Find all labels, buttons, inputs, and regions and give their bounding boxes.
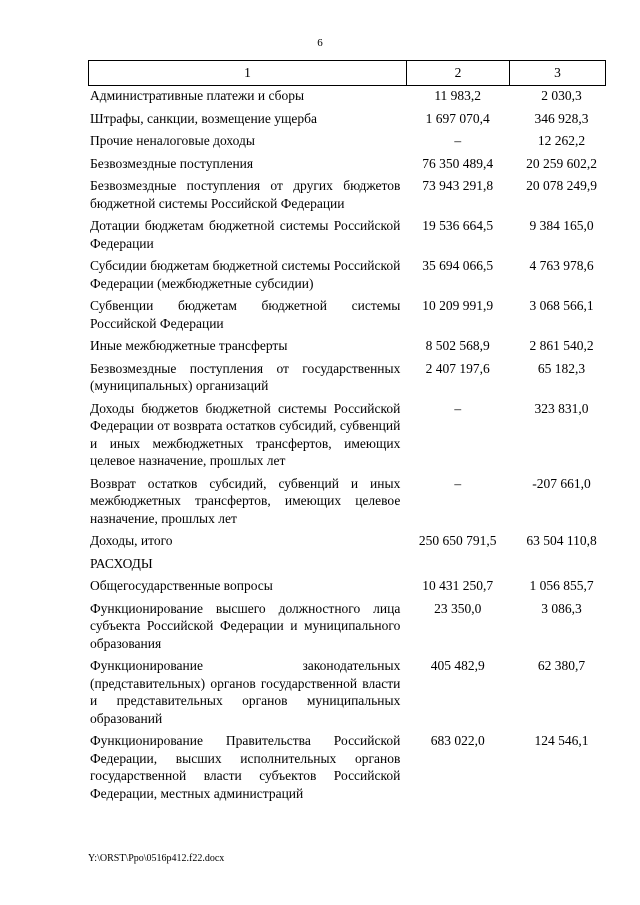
row-value-col3: 65 182,3 [537, 360, 586, 376]
row-label: Субвенции бюджетам бюджетной системы Российской Федерации [90, 298, 401, 331]
row-value-col2: – [454, 475, 462, 491]
table-row [90, 155, 606, 173]
row-value-col2: 76 350 489,4 [422, 155, 494, 171]
row-value-col3: 63 504 110,8 [526, 533, 597, 548]
table-header [88, 60, 606, 86]
row-value-col2: 23 350,0 [434, 600, 482, 616]
row-value-col2: 1 697 070,4 [425, 110, 490, 126]
table-row [90, 657, 606, 727]
row-label: Административные платежи и сборы [90, 88, 305, 103]
table-row [90, 360, 606, 395]
row-value-col3: 3 086,3 [541, 600, 582, 616]
row-value-col2: 8 502 568,9 [425, 338, 490, 353]
row-label: Безвозмездные поступления от других бюджетов бюджетной системы Российской Федерации [90, 178, 401, 211]
row-label: Субсидии бюджетам бюджетной системы Российской Федерации (межбюджетные субсидии) [90, 258, 401, 291]
row-value-col2: – [454, 133, 462, 148]
row-value-col3: 20 259 602,2 [526, 155, 597, 171]
row-value-col2 [402, 555, 513, 573]
row-value-col2: 19 536 664,5 [422, 218, 494, 233]
table-row [90, 297, 606, 332]
table-body [90, 86, 606, 807]
row-label: Функционирование высшего должностного лица субъекта Российской Федерации и муниципального образования [90, 600, 401, 651]
document-file-path: Y:\ORST\Ppo\0516p412.f22.docx [88, 853, 225, 864]
table-row [90, 400, 606, 470]
row-value-col3: 346 928,3 [534, 110, 589, 126]
row-label: Дотации бюджетам бюджетной системы Российской Федерации [90, 218, 401, 251]
table-row [90, 132, 606, 150]
row-value-col2: 10 431 250,7 [422, 578, 494, 593]
row-value-col2: 405 482,9 [430, 658, 485, 673]
row-value-col3: 4 763 978,6 [529, 258, 594, 273]
table-row [90, 532, 606, 550]
row-label: Прочие неналоговые доходы [90, 133, 255, 148]
row-value-col3: 3 068 566,1 [529, 298, 594, 313]
row-label: Доходы, итого [90, 533, 173, 548]
section-heading-row [90, 555, 606, 573]
column-header-3: 3 [554, 65, 561, 80]
row-value-col2: 35 694 066,5 [422, 258, 494, 273]
column-header-2: 2 [407, 61, 510, 85]
table-row [90, 177, 606, 212]
row-label: Иные межбюджетные трансферты [90, 338, 288, 353]
row-label: Возврат остатков субсидий, субвенций и иных межбюджетных трансфертов, имеющих целевое назначение, прошлых лет [90, 475, 401, 526]
row-value-col3: 2 030,3 [541, 88, 582, 103]
row-label: Штрафы, санкции, возмещение ущерба [90, 110, 318, 126]
row-label: Доходы бюджетов бюджетной системы Российской Федерации от возврата остатков субсидий, субвенций и иных межбюджетных трансфертов, имеющих целевое назначение, прошлых лет [90, 400, 401, 468]
row-label: Безвозмездные поступления [90, 155, 254, 171]
row-label: Функционирование законодательных (представительных) органов государственной власти и представительных органов муниципальных образований [90, 658, 401, 726]
row-value-col3: 323 831,0 [534, 400, 589, 416]
table-row [90, 257, 606, 292]
row-label: Функционирование Правительства Российской Федерации, высших исполнительных органов государственной власти субъектов Российской Федерации, местных администраций [90, 733, 401, 801]
row-value-col2: 250 650 791,5 [418, 533, 497, 548]
row-value-col3: 12 262,2 [537, 133, 586, 148]
row-value-col3: 20 078 249,9 [526, 178, 597, 193]
table-row [90, 110, 606, 128]
row-label: Общегосударственные вопросы [90, 578, 273, 593]
row-value-col2: 73 943 291,8 [422, 178, 494, 193]
row-value-col3 [513, 555, 606, 573]
row-value-col2: 683 022,0 [430, 733, 485, 748]
row-value-col2: – [454, 400, 462, 416]
section-heading: РАСХОДЫ [90, 555, 153, 571]
row-value-col3: -207 661,0 [532, 475, 591, 491]
table-row [90, 600, 606, 653]
row-label: Безвозмездные поступления от государственных (муниципальных) организаций [90, 360, 401, 393]
page-number: 6 [317, 37, 323, 49]
table-row [90, 475, 606, 528]
row-value-col3: 9 384 165,0 [529, 218, 594, 233]
row-value-col2: 2 407 197,6 [425, 360, 490, 376]
table-row [90, 577, 606, 595]
row-value-col3: 124 546,1 [534, 733, 589, 748]
table-row [90, 732, 606, 802]
row-value-col2: 11 983,2 [434, 88, 482, 103]
row-value-col2: 10 209 991,9 [422, 298, 494, 313]
row-value-col3: 1 056 855,7 [529, 578, 594, 593]
row-value-col3: 2 861 540,2 [529, 338, 594, 353]
table-row [90, 217, 606, 252]
table-row [90, 337, 606, 355]
table-row [90, 87, 606, 105]
row-value-col3: 62 380,7 [537, 658, 586, 673]
column-header-1: 1 [89, 61, 407, 85]
